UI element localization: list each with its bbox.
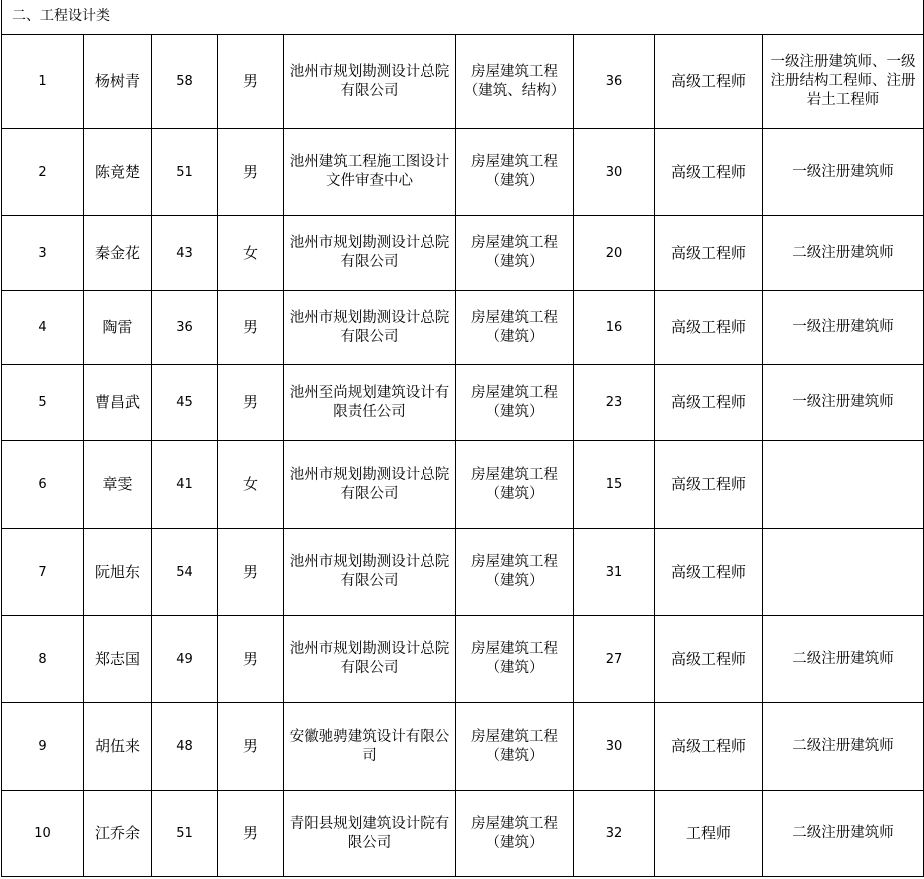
expert-gender: 男 <box>218 529 284 616</box>
expert-age: 48 <box>152 703 218 791</box>
row-number: 2 <box>2 129 84 216</box>
expert-gender: 女 <box>218 441 284 529</box>
expert-organization: 池州市规划勘测设计总院有限公司 <box>284 291 456 365</box>
expert-name: 郑志国 <box>84 616 152 703</box>
expert-certification: 一级注册建筑师、一级注册结构工程师、注册岩土工程师 <box>763 35 924 129</box>
expert-age: 45 <box>152 365 218 441</box>
row-number: 4 <box>2 291 84 365</box>
expert-specialty: 房屋建筑工程（建筑） <box>456 616 574 703</box>
section-header-row <box>2 0 924 35</box>
expert-years: 27 <box>574 616 655 703</box>
expert-organization: 池州市规划勘测设计总院有限公司 <box>284 35 456 129</box>
expert-title: 高级工程师 <box>655 291 763 365</box>
table-row <box>2 616 924 703</box>
expert-age: 54 <box>152 529 218 616</box>
expert-title: 高级工程师 <box>655 529 763 616</box>
expert-organization: 池州市规划勘测设计总院有限公司 <box>284 216 456 291</box>
expert-organization: 安徽驰骋建筑设计有限公司 <box>284 703 456 791</box>
row-number: 6 <box>2 441 84 529</box>
expert-years: 16 <box>574 291 655 365</box>
row-number: 1 <box>2 35 84 129</box>
table-row <box>2 365 924 441</box>
expert-specialty: 房屋建筑工程（建筑、结构） <box>456 35 574 129</box>
expert-name: 江乔余 <box>84 791 152 877</box>
expert-organization: 池州建筑工程施工图设计文件审查中心 <box>284 129 456 216</box>
expert-gender: 男 <box>218 365 284 441</box>
expert-name: 陈竟楚 <box>84 129 152 216</box>
table-row <box>2 441 924 529</box>
expert-years: 31 <box>574 529 655 616</box>
expert-gender: 男 <box>218 791 284 877</box>
expert-years: 15 <box>574 441 655 529</box>
expert-name: 曹昌武 <box>84 365 152 441</box>
expert-gender: 男 <box>218 291 284 365</box>
table-row <box>2 291 924 365</box>
row-number: 8 <box>2 616 84 703</box>
row-number: 3 <box>2 216 84 291</box>
expert-title: 高级工程师 <box>655 703 763 791</box>
table-row <box>2 529 924 616</box>
section-title: 二、工程设计类 <box>2 0 924 35</box>
expert-name: 阮旭东 <box>84 529 152 616</box>
expert-title: 高级工程师 <box>655 441 763 529</box>
expert-specialty: 房屋建筑工程（建筑） <box>456 216 574 291</box>
expert-certification <box>763 529 924 616</box>
expert-title: 高级工程师 <box>655 35 763 129</box>
expert-name: 陶雷 <box>84 291 152 365</box>
expert-title: 高级工程师 <box>655 216 763 291</box>
expert-gender: 女 <box>218 216 284 291</box>
expert-gender: 男 <box>218 703 284 791</box>
expert-age: 51 <box>152 129 218 216</box>
expert-age: 36 <box>152 291 218 365</box>
expert-certification: 二级注册建筑师 <box>763 791 924 877</box>
row-number: 9 <box>2 703 84 791</box>
expert-title: 高级工程师 <box>655 129 763 216</box>
expert-title: 工程师 <box>655 791 763 877</box>
row-number: 7 <box>2 529 84 616</box>
expert-age: 58 <box>152 35 218 129</box>
expert-certification <box>763 441 924 529</box>
expert-certification: 二级注册建筑师 <box>763 616 924 703</box>
expert-specialty: 房屋建筑工程（建筑） <box>456 129 574 216</box>
expert-specialty: 房屋建筑工程（建筑） <box>456 791 574 877</box>
expert-specialty: 房屋建筑工程（建筑） <box>456 441 574 529</box>
expert-specialty: 房屋建筑工程（建筑） <box>456 291 574 365</box>
table-row <box>2 791 924 877</box>
expert-specialty: 房屋建筑工程（建筑） <box>456 365 574 441</box>
expert-organization: 池州市规划勘测设计总院有限公司 <box>284 529 456 616</box>
expert-certification: 一级注册建筑师 <box>763 129 924 216</box>
expert-organization: 池州至尚规划建筑设计有限责任公司 <box>284 365 456 441</box>
expert-gender: 男 <box>218 616 284 703</box>
expert-age: 43 <box>152 216 218 291</box>
expert-age: 51 <box>152 791 218 877</box>
expert-title: 高级工程师 <box>655 365 763 441</box>
expert-title: 高级工程师 <box>655 616 763 703</box>
expert-name: 秦金花 <box>84 216 152 291</box>
expert-name: 章雯 <box>84 441 152 529</box>
row-number: 10 <box>2 791 84 877</box>
expert-years: 20 <box>574 216 655 291</box>
expert-age: 41 <box>152 441 218 529</box>
expert-certification: 二级注册建筑师 <box>763 703 924 791</box>
table-row <box>2 216 924 291</box>
expert-organization: 池州市规划勘测设计总院有限公司 <box>284 441 456 529</box>
expert-years: 36 <box>574 35 655 129</box>
expert-organization: 青阳县规划建筑设计院有限公司 <box>284 791 456 877</box>
expert-certification: 二级注册建筑师 <box>763 216 924 291</box>
expert-years: 30 <box>574 129 655 216</box>
expert-gender: 男 <box>218 129 284 216</box>
expert-years: 30 <box>574 703 655 791</box>
expert-years: 23 <box>574 365 655 441</box>
expert-gender: 男 <box>218 35 284 129</box>
expert-table <box>1 0 924 877</box>
table-row <box>2 129 924 216</box>
expert-name: 胡伍来 <box>84 703 152 791</box>
expert-years: 32 <box>574 791 655 877</box>
table-row <box>2 35 924 129</box>
expert-specialty: 房屋建筑工程（建筑） <box>456 703 574 791</box>
expert-certification: 一级注册建筑师 <box>763 291 924 365</box>
expert-certification: 一级注册建筑师 <box>763 365 924 441</box>
expert-organization: 池州市规划勘测设计总院有限公司 <box>284 616 456 703</box>
expert-specialty: 房屋建筑工程（建筑） <box>456 529 574 616</box>
table-row <box>2 703 924 791</box>
row-number: 5 <box>2 365 84 441</box>
expert-age: 49 <box>152 616 218 703</box>
expert-name: 杨树青 <box>84 35 152 129</box>
